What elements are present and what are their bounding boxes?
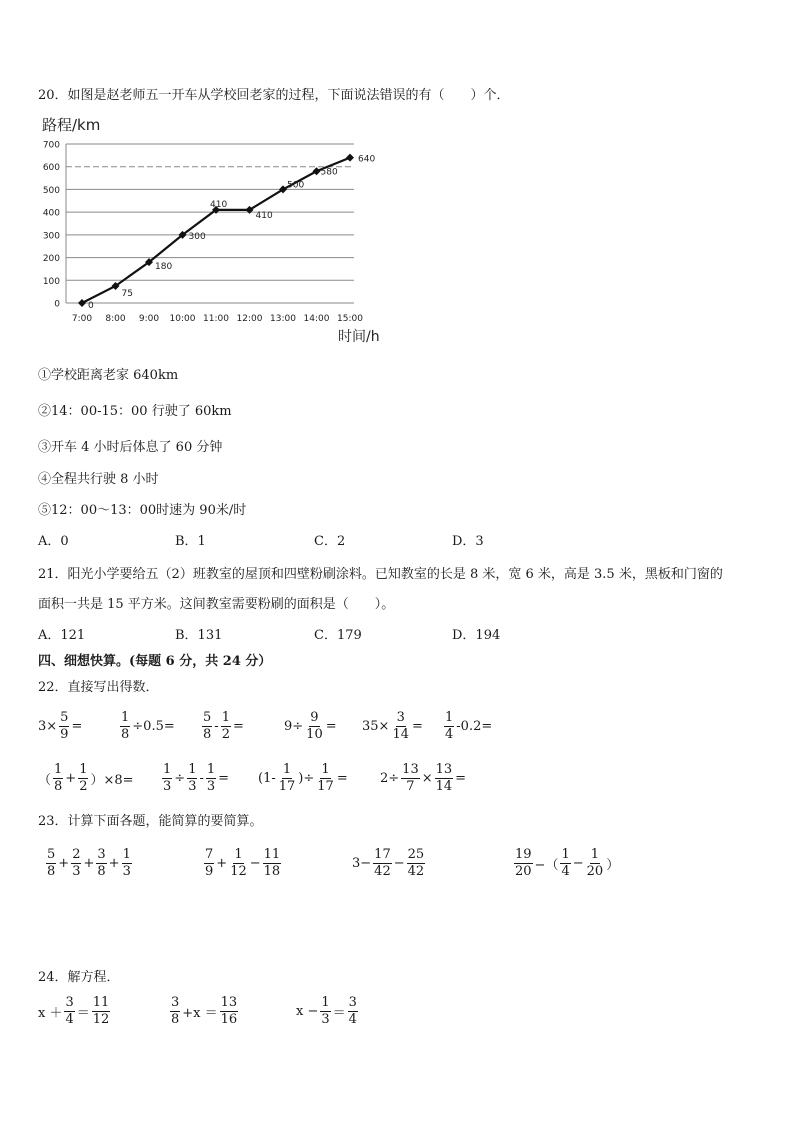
q21-stem-line1: 21．阳光小学要给五（2）班教室的屋顶和四壁粉刷涂料。已知教室的长是 8 米，宽 6 米，高是 3.5 米，黑板和门窗的 (38, 567, 723, 582)
q21-option-d[interactable]: D．194 (452, 628, 501, 643)
q21-option-c[interactable]: C．179 (314, 628, 362, 643)
q20-option-c[interactable]: C．2 (314, 534, 346, 549)
q22-expr-10: 2÷ $\frac{13}{7}$ × $\frac{13}{14}$ = (380, 762, 467, 794)
q20-statement-4: ④全程共行驶 8 小时 (38, 472, 159, 487)
chart-data-point (346, 154, 354, 162)
q23-expr-1: $\frac{5}{8}$ + $\frac{2}{3}$ + $\frac{3}{8}$ + $\frac{1}{3}$ (47, 847, 131, 879)
q23-stem: 23．计算下面各题，能简算的要简算。 (38, 814, 263, 829)
chart-data-label: 410 (210, 199, 228, 210)
q23-expr-3: 3− $\frac{17}{42}$ − $\frac{25}{42}$ (352, 847, 425, 879)
distance-time-line-chart (30, 112, 400, 347)
q24-equation-1: x ＋ $\frac{3}{4}$ ＝ $\frac{11}{12}$ (38, 995, 110, 1027)
q20-statement-1: ①学校距离老家 640km (38, 368, 179, 383)
chart-data-label: 75 (121, 288, 133, 299)
chart-series-line (82, 158, 350, 303)
chart-x-tick-label: 13:00 (270, 314, 296, 324)
chart-y-tick-label: 600 (42, 163, 60, 174)
chart-x-tick-label: 11:00 (203, 314, 229, 324)
chart-x-tick-label: 14:00 (303, 314, 330, 324)
chart-x-tick-label: 12:00 (236, 314, 263, 324)
chart-data-point (78, 299, 86, 307)
chart-data-label: 500 (287, 180, 305, 191)
q22-expr-5: 35× $\frac{3}{14}$ = (362, 710, 423, 742)
chart-data-label: 180 (155, 262, 173, 273)
chart-x-tick-label: 10:00 (169, 314, 196, 324)
q22-expr-8: $\frac{1}{3}$ ÷ $\frac{1}{3}$ - $\frac{1}{3}$ = (163, 762, 230, 794)
chart-y-tick-label: 500 (42, 185, 60, 196)
chart-x-tick-label: 15:00 (337, 314, 363, 324)
chart-y-tick-label: 700 (42, 140, 60, 151)
chart-y-tick-label: 300 (42, 231, 60, 242)
chart-y-tick-label: 0 (54, 299, 60, 310)
q21-option-b[interactable]: B．131 (175, 628, 223, 643)
q22-stem: 22．直接写出得数． (38, 680, 159, 695)
q24-equation-3: x − $\frac{1}{3}$ ＝ $\frac{3}{4}$ (296, 995, 357, 1027)
q21-option-a[interactable]: A．121 (38, 628, 86, 643)
q22-expr-7: （ $\frac{1}{8}$ + $\frac{1}{2}$ ）×8= (38, 762, 134, 794)
chart-y-tick-label: 400 (42, 208, 60, 219)
chart-x-tick-label: 9:00 (138, 314, 160, 324)
chart-data-label: 300 (188, 231, 206, 242)
chart-y-axis-label: 路程/km (42, 116, 101, 134)
q20-option-d[interactable]: D．3 (452, 534, 484, 549)
chart-y-tick-label: 100 (42, 276, 60, 287)
chart-x-tick-label: 8:00 (105, 314, 126, 324)
q22-expr-2: $\frac{1}{8}$ ÷0.5= (121, 710, 175, 742)
chart-y-tick-label: 200 (42, 254, 60, 265)
q20-stem: 20．如图是赵老师五一开车从学校回老家的过程，下面说法错误的有（ ）个． (38, 88, 510, 103)
chart-data-label: 640 (358, 154, 376, 165)
q22-expr-6: $\frac{1}{4}$ -0.2= (445, 710, 493, 742)
q21-stem-line2: 面积一共是 15 平方米。这间教室需要粉刷的面积是（ ）。 (38, 597, 395, 612)
q20-statement-2: ②14：00-15：00 行驶了 60km (38, 404, 232, 419)
q20-statement-5: ⑤12：00～13：00时速为 90米/时 (38, 503, 247, 518)
q20-statement-3: ③开车 4 小时后体息了 60 分钟 (38, 440, 223, 455)
chart-data-label: 0 (88, 301, 94, 311)
q22-expr-9: (1- $\frac{1}{17}$ )÷ $\frac{1}{17}$ = (258, 762, 348, 794)
q20-option-b[interactable]: B．1 (175, 534, 206, 549)
q22-expr-1: 3× $\frac{5}{9}$ = (38, 710, 83, 742)
q23-expr-4: $\frac{19}{20}$ −（ $\frac{1}{4}$ − $\frac{1}{20}$ ） (515, 847, 620, 879)
section-4-title: 四、细想快算。(每题 6 分，共 24 分） (38, 654, 272, 669)
chart-data-point (313, 167, 321, 175)
q20-option-a[interactable]: A．0 (38, 534, 69, 549)
chart-x-axis-label: 时间/h (338, 329, 380, 345)
q22-expr-4: 9÷ $\frac{9}{10}$ = (284, 710, 337, 742)
q22-expr-3: $\frac{5}{8}$ - $\frac{1}{2}$ = (203, 710, 244, 742)
q24-equation-2: $\frac{3}{8}$ +x ＝ $\frac{13}{16}$ (171, 995, 238, 1027)
q24-stem: 24．解方程． (38, 970, 120, 985)
chart-data-label: 410 (255, 210, 273, 221)
chart-data-label: 580 (320, 167, 338, 178)
q23-expr-2: $\frac{7}{9}$ + $\frac{1}{12}$ − $\frac{11}{18}$ (205, 847, 281, 879)
chart-x-tick-label: 7:00 (71, 314, 93, 324)
